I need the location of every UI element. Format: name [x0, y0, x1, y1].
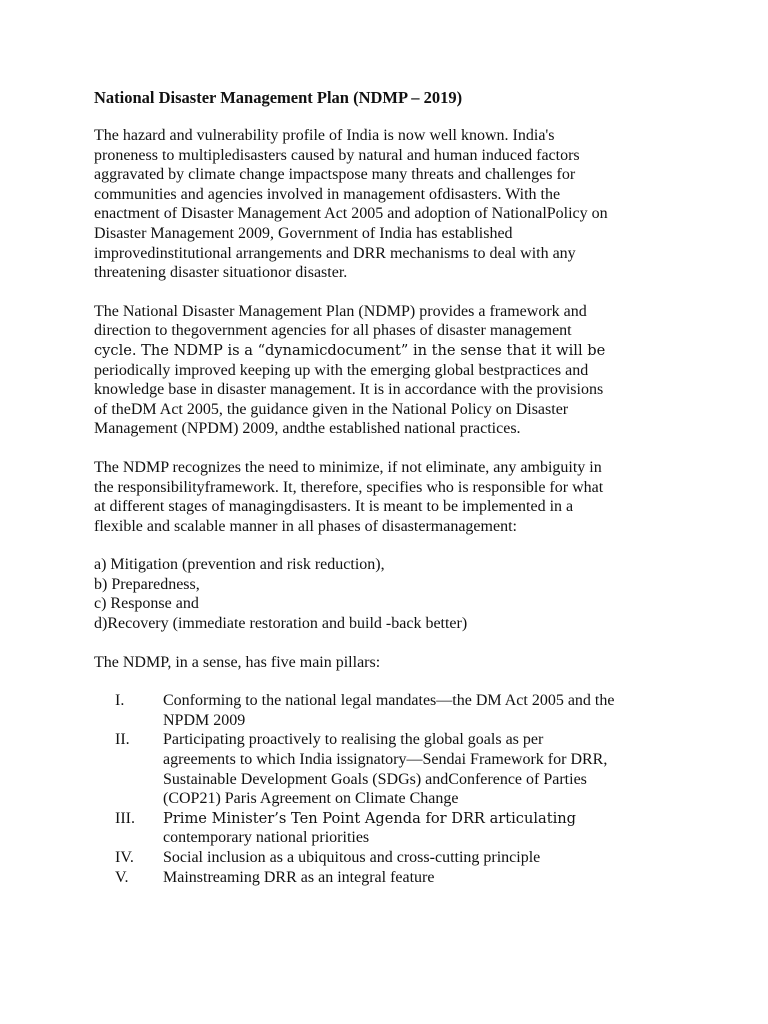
- text-line: flexible and scalable manner in all phases of disastermanagement:: [94, 517, 517, 535]
- pillar-text: NPDM 2009: [163, 711, 246, 729]
- pillar-item: [94, 809, 679, 848]
- phase-item: a) Mitigation (prevention and risk reduction),: [94, 556, 385, 574]
- text-line: communities and agencies involved in management ofdisasters. With the: [94, 185, 561, 203]
- paragraph-hazard-profile: [94, 126, 679, 283]
- pillar-text: agreements to which India issignatory—Sendai Framework for DRR,: [163, 751, 608, 769]
- pillar-item: [94, 868, 679, 888]
- text-line: knowledge base in disaster management. It is in accordance with the provisions: [94, 381, 604, 399]
- paragraph-ndmp-recognizes: [94, 458, 679, 536]
- pillar-number: I.: [115, 692, 125, 710]
- text-line: Disaster Management 2009, Government of India has established: [94, 224, 513, 242]
- document-title: National Disaster Management Plan (NDMP – 2019): [94, 88, 463, 107]
- text-line: of theDM Act 2005, the guidance given in the National Policy on Disaster: [94, 400, 569, 418]
- text-line: improvedinstitutional arrangements and DRR mechanisms to deal with any: [94, 244, 576, 262]
- pillar-text: Conforming to the national legal mandates—the DM Act 2005 and the: [163, 692, 615, 710]
- text-line: direction to thegovernment agencies for all phases of disaster management: [94, 322, 572, 340]
- pillar-text: Sustainable Development Goals (SDGs) andConference of Parties: [163, 770, 587, 788]
- text-line: cycle. The NDMP is a “dynamicdocument” in the sense that it will be: [94, 341, 606, 359]
- pillar-text: (COP21) Paris Agreement on Climate Change: [163, 790, 459, 808]
- pillars-intro: The NDMP, in a sense, has five main pillars:: [94, 653, 381, 671]
- text-line: threatening disaster situationor disaster.: [94, 264, 348, 282]
- pillars-list: [94, 691, 679, 887]
- text-line: The hazard and vulnerability profile of India is now well known. India's: [94, 127, 555, 144]
- text-line: aggravated by climate change impactspose many threats and challenges for: [94, 166, 576, 184]
- text-line: The National Disaster Management Plan (NDMP) provides a framework and: [94, 302, 587, 320]
- pillar-item: [94, 691, 679, 730]
- pillar-text: Social inclusion as a ubiquitous and cross-cutting principle: [163, 849, 541, 866]
- pillar-item: [94, 848, 679, 868]
- phase-item: b) Preparedness,: [94, 575, 200, 593]
- pillar-text: Participating proactively to realising the global goals as per: [163, 731, 544, 749]
- document-page: [94, 88, 679, 887]
- pillar-item: [94, 730, 679, 808]
- pillar-text: Mainstreaming DRR as an integral feature: [163, 868, 435, 886]
- text-line: Management (NPDM) 2009, andthe established national practices.: [94, 420, 521, 438]
- text-line: The NDMP recognizes the need to minimize, if not eliminate, any ambiguity in: [94, 458, 602, 476]
- pillar-number: IV.: [115, 849, 134, 866]
- paragraph-ndmp-framework: [94, 302, 679, 439]
- text-line: periodically improved keeping up with the emerging global bestpractices and: [94, 361, 589, 379]
- pillar-text: Prime Minister’s Ten Point Agenda for DRR articulating: [163, 809, 576, 827]
- phase-item: d)Recovery (immediate restoration and build -back better): [94, 615, 468, 633]
- pillar-number: V.: [115, 868, 129, 886]
- text-line: proneness to multipledisasters caused by natural and human induced factors: [94, 146, 580, 164]
- text-line: enactment of Disaster Management Act 2005 and adoption of NationalPolicy on: [94, 205, 608, 223]
- pillar-number: II.: [115, 731, 130, 749]
- text-line: the responsibilityframework. It, therefore, specifies who is responsible for what: [94, 478, 604, 496]
- phase-item: c) Response and: [94, 595, 199, 613]
- pillar-text: contemporary national priorities: [163, 829, 370, 847]
- text-line: at different stages of managingdisasters. It is meant to be implemented in a: [94, 498, 574, 516]
- pillar-number: III.: [115, 809, 135, 827]
- phases-list: [94, 555, 679, 633]
